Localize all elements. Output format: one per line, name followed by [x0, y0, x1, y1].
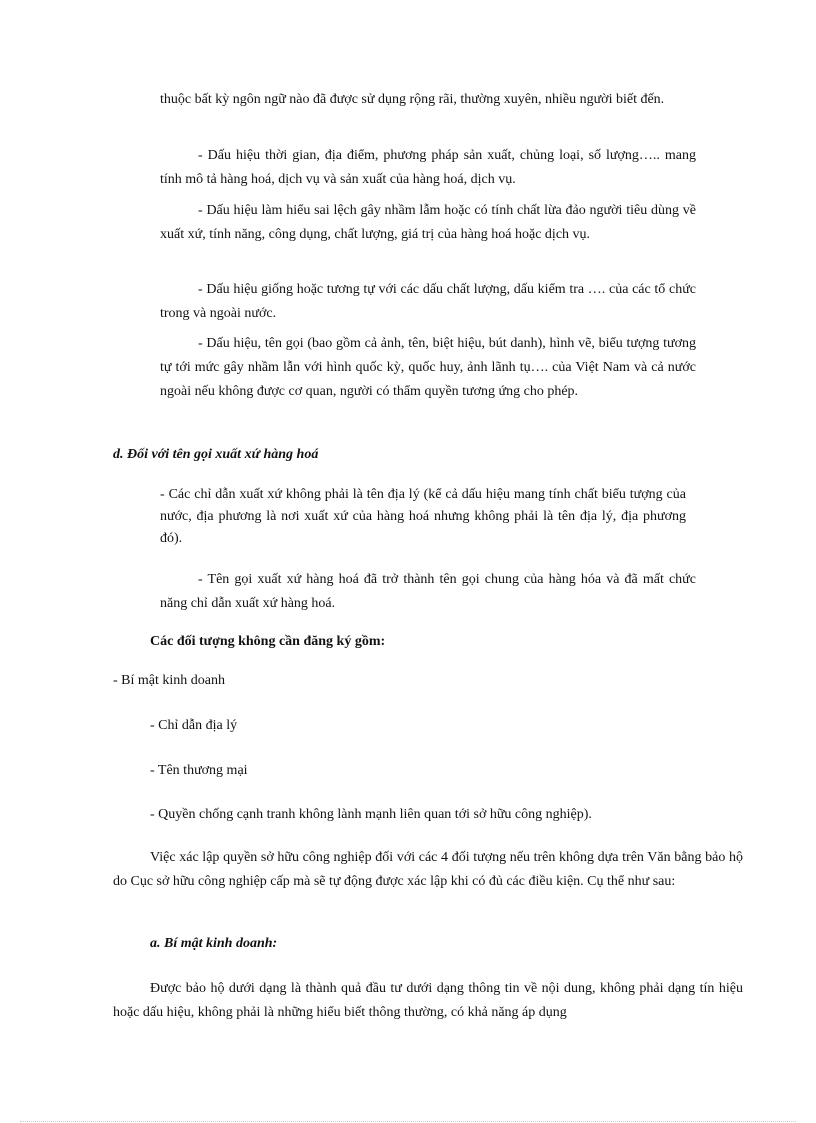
heading-no-registration-objects: Các đối tượng không cần đăng ký gồm: [150, 634, 386, 649]
paragraph-trade-secret-protection: Được bảo hộ dưới dạng là thành quả đầu tư dưới dạng thông tin về nội dung, không phải dạng tín hiệu hoặc dấu hiệu, không phải là những hiểu biết thông thường, có khả năng áp dụng [113, 981, 743, 1020]
paragraph-generic-appellation: - Tên gọi xuất xứ hàng hoá đã trở thành tên gọi chung của hàng hóa và đã mất chức năng chỉ dẫn xuất xứ hàng hoá. [160, 572, 696, 611]
list-item-unfair-competition: - Quyền chống cạnh tranh không lành mạnh liên quan tới sở hữu công nghiệp). [150, 807, 592, 822]
paragraph-non-geographic-indication: - Các chỉ dẫn xuất xứ không phải là tên địa lý (kể cả dấu hiệu mang tính chất biểu tượng của nước, địa phương là nơi xuất xứ của hàng hoá nhưng không phải là tên địa lý, địa phương đó). [160, 487, 686, 546]
page-bottom-divider [20, 1121, 796, 1122]
list-item-geographic-indication: - Chỉ dẫn địa lý [150, 718, 238, 733]
list-item-trade-name: - Tên thương mại [150, 763, 248, 778]
list-item-trade-secret: - Bí mật kinh doanh [113, 673, 225, 688]
paragraph-time-place-sign: - Dấu hiệu thời gian, địa điểm, phương pháp sản xuất, chủng loại, số lượng….. mang tính mô tả hàng hoá, dịch vụ và sản xuất của hàng hoá, dịch vụ. [160, 148, 696, 187]
paragraph-national-symbols-sign: - Dấu hiệu, tên gọi (bao gồm cả ảnh, tên, biệt hiệu, bút danh), hình vẽ, biểu tượng tương tự tới mức gây nhầm lẫn với hình quốc kỳ, quốc huy, ảnh lãnh tụ…. của Việt Nam và cả nước ngoài nếu không được cơ quan, người có thẩm quyền tương ứng cho phép. [160, 336, 696, 399]
paragraph-misleading-sign: - Dấu hiệu làm hiểu sai lệch gây nhầm lẫm hoặc có tính chất lừa đảo người tiêu dùng về xuất xứ, tính năng, công dụng, chất lượng, giá trị của hàng hoá hoặc dịch vụ. [160, 203, 696, 242]
paragraph-automatic-establishment: Việc xác lập quyền sở hữu công nghiệp đối với các 4 đối tượng nếu trên không dựa trên Văn bằng bảo hộ do Cục sở hữu công nghiệp cấp mà sẽ tự động được xác lập khi có đủ các điều kiện. Cụ thể như sau: [113, 850, 743, 889]
section-heading-appellation-of-origin: d. Đối với tên gọi xuất xứ hàng hoá [113, 447, 319, 462]
paragraph-quality-mark-sign: - Dấu hiệu giống hoặc tương tự với các dấu chất lượng, dấu kiểm tra …. của các tổ chức trong và ngoài nước. [160, 282, 696, 321]
paragraph-continuation: thuộc bất kỳ ngôn ngữ nào đã được sử dụng rộng rãi, thường xuyên, nhiều người biết đến. [160, 92, 665, 107]
section-heading-trade-secret: a. Bí mật kinh doanh: [150, 936, 278, 951]
